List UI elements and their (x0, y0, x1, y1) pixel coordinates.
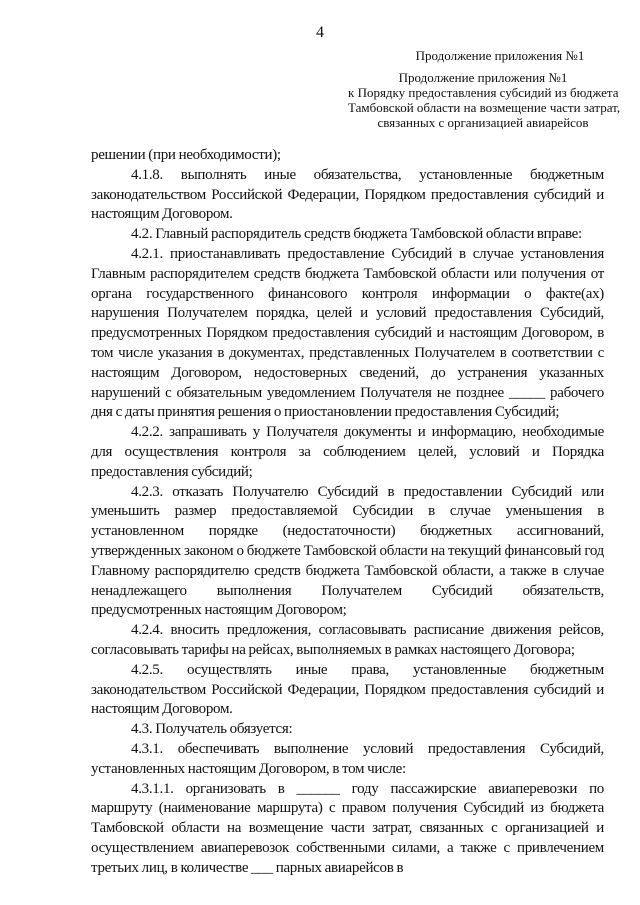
paragraph-4-2-2: 4.2.2. запрашивать у Получателя документы и информацию, необходимые для осуществления контроля за соблюдением целей, условий и Порядка предоставления субсидий; (91, 424, 604, 480)
paragraph-4-2-3: 4.2.3. отказать Получателю Субсидий в предоставлении Субсидий или уменьшить размер предоставляемой Субсидии в случае уменьшения в установленном порядке (недостаточности) бюджетных ассигнований, утвержденных законом о бюджете Тамбовской области на текущий финансовый год Главному распорядителю средств бюджета Тамбовской области, а также в случае ненадлежащего выполнения Получателем Субсидий обязательств, предусмотренных настоящим Договором; (91, 483, 604, 619)
appendix-header-line: Продолжение приложения №1 (398, 70, 568, 85)
appendix-header (348, 70, 621, 130)
paragraph-4-3-1-1: 4.3.1.1. организовать в ______ году пассажирские авиаперевозки по маршруту (наименование маршрута) с правом получения Субсидий из бюджета Тамбовской области на возмещение части затрат, связанных с организацией и осуществлением авиаперевозок собственными силами, а также с привлечением третьих лиц, в количестве ___ парных авиарейсов в (91, 780, 604, 876)
document-body (91, 146, 604, 878)
appendix-header-line: Тамбовской области на возмещение части затрат, (348, 100, 621, 115)
continuation-note: Продолжение приложения №1 (415, 48, 585, 63)
paragraph-4-2-4: 4.2.4. вносить предложения, согласовывать расписание движения рейсов, согласовывать тарифы на рейсах, выполняемых в рамках настоящего Договора; (91, 622, 604, 658)
appendix-header-line: связанных с организацией авиарейсов (377, 115, 589, 130)
appendix-header-line: к Порядку предоставления субсидий из бюджета (348, 85, 619, 100)
paragraph-4-2-1: 4.2.1. приостанавливать предоставление Субсидий в случае установления Главным распорядителем средств бюджета Тамбовской области или получения от органа государственного финансового контроля информации о факте(ах) нарушения Получателем порядка, целей и условий предоставления Субсидий, предусмотренных Порядком предоставления субсидий и настоящим Договором, в том числе указания в документах, представленных Получателем в соответствии с настоящим Договором, недостоверных сведений, до устранения указанных нарушений с обязательным уведомлением Получателя не позднее _____ рабочего дня с даты принятия решения о приостановлении предоставления Субсидий; (91, 245, 604, 421)
paragraph-4-3-1: 4.3.1. обеспечивать выполнение условий предоставления Субсидий, установленных настоящим Договором, в том числе: (91, 740, 604, 777)
paragraph: решении (при необходимости); (91, 147, 281, 163)
paragraph-4-3: 4.3. Получатель обязуется: (131, 721, 293, 738)
paragraph-4-1-8: 4.1.8. выполнять иные обязательства, установленные бюджетным законодательством Российской Федерации, Порядком предоставления субсидий и настоящим Договором. (91, 166, 604, 223)
paragraph-4-2: 4.2. Главный распорядитель средств бюджета Тамбовской области вправе: (131, 226, 582, 243)
page-number: 4 (316, 24, 324, 41)
paragraph-4-2-5: 4.2.5. осуществлять иные права, установленные бюджетным законодательством Российской Федерации, Порядком предоставления субсидий и настоящим Договором. (91, 661, 604, 718)
